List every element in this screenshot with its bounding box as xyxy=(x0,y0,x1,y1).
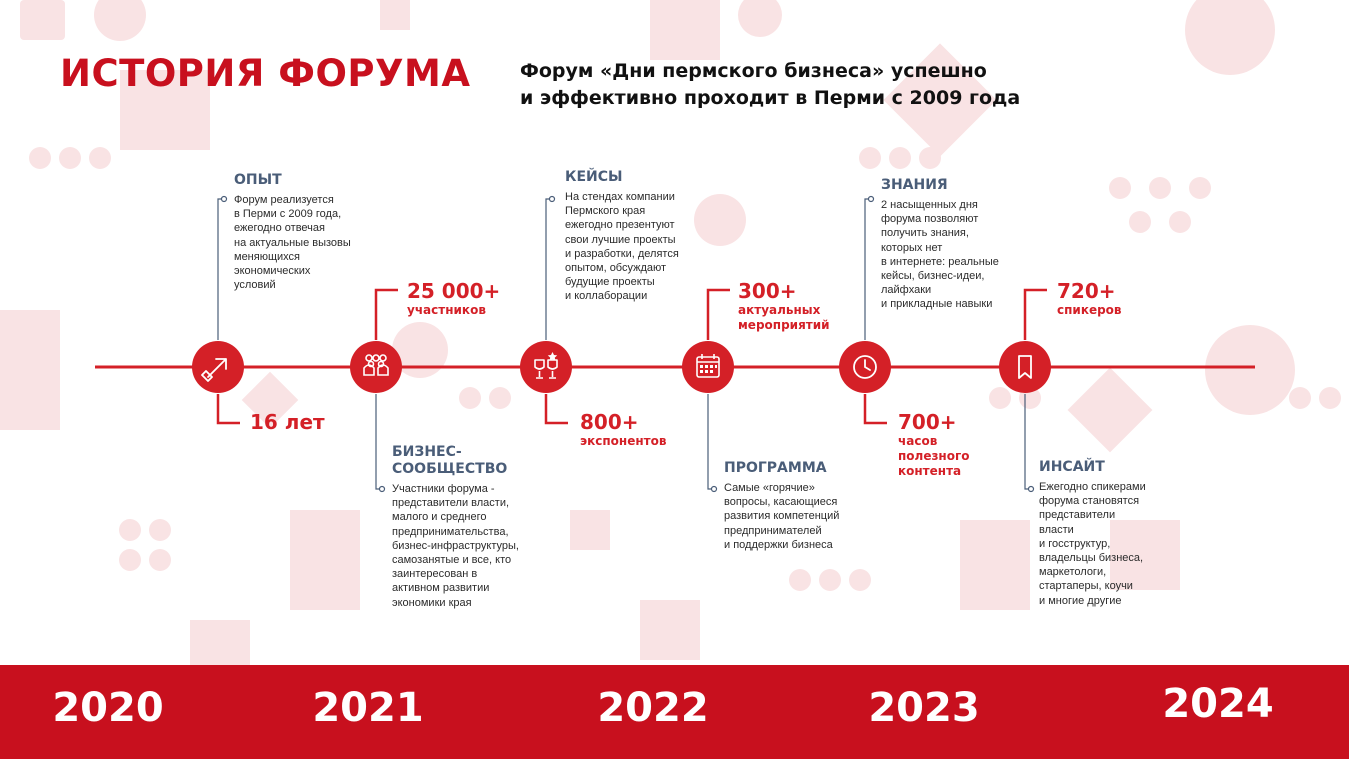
event-title: КЕЙСЫ xyxy=(565,169,623,185)
event-description: Ежегодно спикерами форума становятся представители власти и госструктур, владельцы бизнеса, маркетологи, стартаперы, коучи и многие другие xyxy=(1039,481,1146,607)
event-description: 2 насыщенных дня форума позволяют получить знания, которых нет в интернете: реальные кейсы, бизнес-идеи, лайфхаки и прикладные навыки xyxy=(881,199,999,311)
page-title: ИСТОРИЯ ФОРУМА xyxy=(60,52,471,95)
event-programma xyxy=(724,460,874,552)
year-bar xyxy=(0,665,1349,759)
subtitle-line-1: Форум «Дни пермского бизнеса» успешно xyxy=(520,60,987,82)
stat-16-let xyxy=(250,411,410,433)
stat-label: часов полезного контента xyxy=(898,434,970,478)
subtitle-line-2: и эффективно проходит в Перми с 2009 года xyxy=(520,87,1021,109)
stat-events xyxy=(738,280,898,333)
year-label-2022: 2022 xyxy=(597,685,709,731)
stat-value: 800+ xyxy=(580,410,639,434)
event-znaniya xyxy=(881,177,1031,312)
node-clock-icon xyxy=(839,341,891,393)
stat-hours xyxy=(898,411,1058,479)
node-calendar-icon xyxy=(682,341,734,393)
node-people-group-icon xyxy=(350,341,402,393)
node-arrow-up-right-icon xyxy=(192,341,244,393)
stat-speakers xyxy=(1057,280,1217,318)
node-cases-award-icon xyxy=(520,341,572,393)
event-title: ПРОГРАММА xyxy=(724,460,827,476)
year-label-2024: 2024 xyxy=(1162,681,1274,727)
event-title: ИНСАЙТ xyxy=(1039,459,1105,475)
stat-value: 700+ xyxy=(898,410,957,434)
year-label-2021: 2021 xyxy=(312,685,424,731)
event-opyt xyxy=(234,172,384,292)
event-title: ЗНАНИЯ xyxy=(881,177,948,193)
stat-value: 16 лет xyxy=(250,410,325,434)
node-bookmark-icon xyxy=(999,341,1051,393)
event-title: БИЗНЕС- СООБЩЕСТВО xyxy=(392,444,508,477)
event-insait xyxy=(1039,459,1189,608)
year-label-2020: 2020 xyxy=(52,685,164,731)
stat-value: 720+ xyxy=(1057,279,1116,303)
stat-exhibitors xyxy=(580,411,740,449)
stat-label: участников xyxy=(407,303,486,317)
event-keisy xyxy=(565,169,715,304)
stat-label: экспонентов xyxy=(580,434,667,448)
event-description: Самые «горячие» вопросы, касающиеся развития компетенций предпринимателей и поддержки бизнеса xyxy=(724,482,840,551)
stat-value: 25 000+ xyxy=(407,279,501,303)
year-label-2023: 2023 xyxy=(868,685,980,731)
stat-value: 300+ xyxy=(738,279,797,303)
stat-label: спикеров xyxy=(1057,303,1122,317)
stat-label: актуальных мероприятий xyxy=(738,303,830,332)
event-description: На стендах компании Пермского края ежегодно презентуют свои лучшие проекты и разработки, делятся опытом, обсуждают будущие проекты и коллаборации xyxy=(565,191,679,303)
event-description: Участники форума - представители власти, малого и среднего предпринимательства, бизнес-инфраструктуры, самозанятые и все, кто заинтересован в активном развитии экономики края xyxy=(392,483,519,609)
event-biznes-soobshchestvo xyxy=(392,444,552,610)
event-title: ОПЫТ xyxy=(234,172,282,188)
event-description: Форум реализуется в Перми с 2009 года, ежегодно отвечая на актуальные вызовы меняющихся экономических условий xyxy=(234,194,351,292)
stat-participants xyxy=(407,280,567,318)
